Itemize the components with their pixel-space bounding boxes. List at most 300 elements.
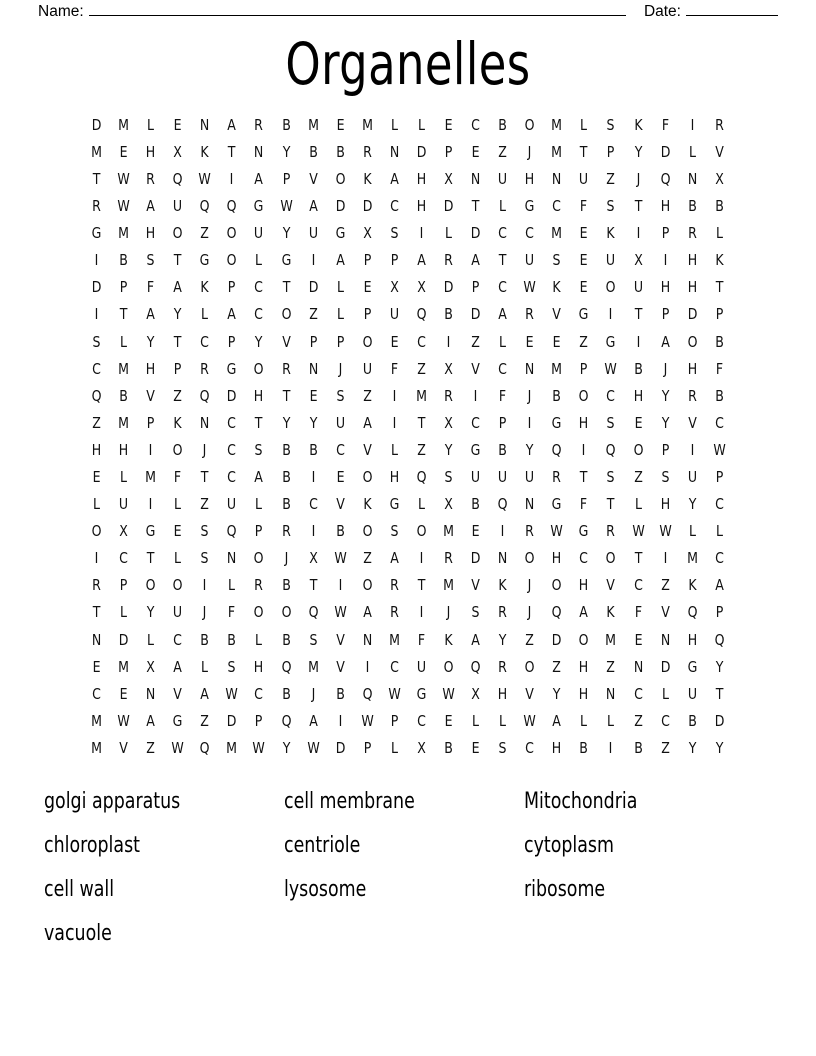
grid-cell[interactable]: K	[715, 251, 724, 270]
grid-cell[interactable]: S	[255, 440, 263, 459]
grid-cell[interactable]: I	[446, 332, 451, 351]
grid-cell[interactable]: C	[498, 359, 508, 378]
grid-cell[interactable]: I	[148, 495, 153, 514]
grid-cell[interactable]: G	[281, 251, 291, 270]
grid-cell[interactable]: L	[715, 522, 723, 541]
grid-cell[interactable]: V	[552, 305, 562, 324]
grid-cell[interactable]: A	[498, 305, 508, 324]
grid-cell[interactable]: I	[663, 251, 668, 270]
grid-cell[interactable]: L	[147, 115, 155, 134]
grid-cell[interactable]: Z	[660, 738, 670, 757]
grid-cell[interactable]: J	[527, 142, 532, 161]
grid-cell[interactable]: Q	[308, 603, 319, 622]
grid-cell[interactable]: T	[201, 468, 209, 487]
grid-cell[interactable]: Y	[661, 413, 670, 432]
grid-cell[interactable]: M	[443, 576, 454, 595]
grid-cell[interactable]: Y	[282, 224, 290, 243]
word-list-item[interactable]: cytoplasm	[524, 833, 614, 858]
grid-cell[interactable]: L	[228, 576, 236, 595]
grid-cell[interactable]: D	[470, 224, 481, 243]
grid-cell[interactable]: F	[174, 468, 182, 487]
grid-cell[interactable]: H	[633, 386, 643, 405]
grid-cell[interactable]: C	[552, 197, 562, 216]
grid-cell[interactable]: B	[308, 142, 318, 161]
grid-cell[interactable]: V	[471, 359, 480, 378]
grid-cell[interactable]: I	[230, 169, 234, 188]
grid-cell[interactable]: L	[688, 142, 696, 161]
grid-cell[interactable]: O	[254, 359, 264, 378]
grid-cell[interactable]: R	[281, 522, 291, 541]
grid-cell[interactable]: B	[633, 738, 643, 757]
grid-cell[interactable]: O	[443, 657, 454, 676]
grid-cell[interactable]: R	[444, 251, 453, 270]
grid-cell[interactable]: I	[419, 224, 424, 243]
grid-cell[interactable]: A	[417, 251, 426, 270]
grid-cell[interactable]: Q	[606, 440, 616, 459]
grid-cell[interactable]: A	[335, 251, 345, 270]
grid-cell[interactable]: E	[579, 278, 588, 297]
grid-cell[interactable]: E	[471, 522, 480, 541]
grid-cell[interactable]: T	[255, 413, 263, 432]
grid-cell[interactable]: Y	[146, 332, 155, 351]
grid-cell[interactable]: L	[120, 468, 128, 487]
grid-cell[interactable]: K	[444, 630, 453, 649]
grid-cell[interactable]: T	[309, 576, 317, 595]
grid-cell[interactable]: M	[443, 522, 454, 541]
grid-cell[interactable]: H	[660, 495, 670, 514]
grid-cell[interactable]: R	[254, 115, 264, 134]
grid-cell[interactable]: I	[636, 224, 640, 243]
grid-cell[interactable]: P	[661, 440, 669, 459]
grid-cell[interactable]: A	[227, 115, 237, 134]
grid-cell[interactable]: G	[579, 305, 589, 324]
grid-cell[interactable]: S	[498, 738, 507, 757]
grid-cell[interactable]: B	[471, 495, 480, 514]
grid-cell[interactable]: Z	[471, 332, 480, 351]
grid-cell[interactable]: X	[444, 169, 453, 188]
grid-cell[interactable]: O	[254, 549, 264, 568]
grid-cell[interactable]: N	[145, 684, 156, 703]
grid-cell[interactable]: U	[633, 278, 643, 297]
grid-cell[interactable]: E	[173, 115, 182, 134]
grid-cell[interactable]: P	[255, 522, 263, 541]
grid-cell[interactable]: S	[471, 603, 480, 622]
grid-cell[interactable]: S	[200, 549, 209, 568]
grid-cell[interactable]: D	[91, 278, 102, 297]
grid-cell[interactable]: X	[119, 522, 128, 541]
grid-cell[interactable]: O	[606, 278, 616, 297]
grid-cell[interactable]: O	[91, 522, 102, 541]
grid-cell[interactable]: Q	[226, 522, 237, 541]
grid-cell[interactable]: L	[580, 115, 588, 134]
grid-cell[interactable]: A	[227, 305, 237, 324]
grid-cell[interactable]: G	[254, 197, 264, 216]
grid-cell[interactable]: W	[713, 440, 726, 459]
grid-cell[interactable]: J	[202, 603, 207, 622]
grid-cell[interactable]: L	[255, 495, 263, 514]
grid-cell[interactable]: B	[281, 495, 291, 514]
grid-cell[interactable]: J	[527, 603, 532, 622]
grid-cell[interactable]: W	[361, 711, 374, 730]
grid-cell[interactable]: V	[471, 576, 480, 595]
grid-cell[interactable]: L	[390, 738, 398, 757]
grid-cell[interactable]: D	[470, 549, 481, 568]
grid-cell[interactable]: M	[551, 359, 563, 378]
grid-cell[interactable]: G	[416, 684, 427, 703]
grid-cell[interactable]: O	[579, 386, 589, 405]
grid-cell[interactable]: A	[173, 278, 183, 297]
grid-cell[interactable]: M	[307, 657, 319, 676]
grid-cell[interactable]: C	[633, 576, 643, 595]
grid-cell[interactable]: G	[389, 495, 400, 514]
grid-cell[interactable]: C	[471, 115, 481, 134]
grid-cell[interactable]: D	[660, 142, 671, 161]
grid-cell[interactable]: W	[523, 711, 536, 730]
grid-cell[interactable]: C	[119, 549, 128, 568]
word-list-item[interactable]: cell membrane	[284, 789, 415, 814]
grid-cell[interactable]: E	[579, 224, 588, 243]
grid-cell[interactable]: I	[663, 549, 668, 568]
grid-cell[interactable]: C	[200, 332, 210, 351]
grid-cell[interactable]: H	[687, 251, 697, 270]
grid-cell[interactable]: G	[551, 495, 562, 514]
grid-cell[interactable]: L	[417, 115, 425, 134]
grid-cell[interactable]: V	[308, 169, 318, 188]
grid-cell[interactable]: K	[173, 413, 182, 432]
grid-cell[interactable]: I	[690, 115, 695, 134]
grid-cell[interactable]: C	[254, 278, 264, 297]
grid-cell[interactable]: B	[687, 197, 697, 216]
grid-cell[interactable]: U	[254, 224, 264, 243]
word-list-item[interactable]: ribosome	[524, 877, 606, 902]
grid-cell[interactable]: S	[552, 251, 561, 270]
grid-cell[interactable]: H	[552, 549, 562, 568]
grid-cell[interactable]: K	[498, 576, 507, 595]
grid-cell[interactable]: T	[715, 684, 724, 703]
grid-cell[interactable]: L	[93, 495, 101, 514]
grid-cell[interactable]: B	[498, 440, 508, 459]
grid-cell[interactable]: E	[92, 468, 101, 487]
grid-cell[interactable]: Z	[200, 224, 210, 243]
grid-cell[interactable]: M	[361, 115, 373, 134]
grid-cell[interactable]: U	[308, 224, 318, 243]
grid-cell[interactable]: F	[228, 603, 236, 622]
date-write-in-line[interactable]	[686, 2, 778, 16]
grid-cell[interactable]: O	[362, 522, 373, 541]
grid-cell[interactable]: O	[254, 603, 264, 622]
grid-cell[interactable]: D	[308, 278, 318, 297]
grid-cell[interactable]: H	[389, 468, 400, 487]
grid-cell[interactable]: B	[715, 332, 724, 351]
grid-cell[interactable]: A	[660, 332, 670, 351]
grid-cell[interactable]: D	[335, 738, 346, 757]
grid-cell[interactable]: I	[609, 305, 613, 324]
grid-cell[interactable]: H	[687, 359, 697, 378]
grid-cell[interactable]: N	[362, 630, 373, 649]
grid-cell[interactable]: H	[497, 684, 508, 703]
grid-cell[interactable]: P	[228, 278, 236, 297]
grid-cell[interactable]: I	[365, 657, 370, 676]
grid-cell[interactable]: J	[527, 386, 532, 405]
grid-cell[interactable]: Z	[525, 630, 535, 649]
grid-cell[interactable]: Q	[91, 386, 102, 405]
grid-cell[interactable]: U	[579, 169, 589, 188]
grid-cell[interactable]: O	[226, 224, 237, 243]
grid-cell[interactable]: V	[173, 684, 183, 703]
grid-cell[interactable]: R	[525, 305, 535, 324]
grid-cell[interactable]: A	[715, 576, 724, 595]
grid-cell[interactable]: R	[92, 197, 101, 216]
grid-cell[interactable]: B	[552, 386, 562, 405]
grid-cell[interactable]: B	[281, 440, 291, 459]
grid-cell[interactable]: T	[417, 576, 426, 595]
grid-cell[interactable]: O	[579, 630, 589, 649]
grid-cell[interactable]: B	[227, 630, 237, 649]
grid-cell[interactable]: Z	[173, 386, 183, 405]
grid-cell[interactable]: P	[228, 332, 236, 351]
grid-cell[interactable]: A	[308, 711, 318, 730]
grid-cell[interactable]: T	[607, 495, 615, 514]
grid-cell[interactable]: M	[551, 115, 563, 134]
grid-cell[interactable]: C	[498, 278, 508, 297]
grid-cell[interactable]: Y	[255, 332, 263, 351]
grid-cell[interactable]: L	[499, 197, 507, 216]
grid-cell[interactable]: S	[227, 657, 236, 676]
grid-cell[interactable]: C	[525, 224, 535, 243]
grid-cell[interactable]: W	[658, 522, 672, 541]
grid-cell[interactable]: G	[579, 522, 589, 541]
grid-cell[interactable]: Y	[282, 142, 290, 161]
grid-cell[interactable]: H	[416, 197, 427, 216]
grid-cell[interactable]: W	[523, 278, 536, 297]
grid-cell[interactable]: P	[471, 278, 480, 297]
grid-cell[interactable]: D	[118, 630, 129, 649]
grid-cell[interactable]: D	[416, 142, 427, 161]
grid-cell[interactable]: V	[335, 657, 345, 676]
grid-cell[interactable]: A	[146, 305, 155, 324]
grid-cell[interactable]: B	[444, 305, 453, 324]
grid-cell[interactable]: L	[607, 711, 615, 730]
grid-cell[interactable]: S	[92, 332, 101, 351]
grid-cell[interactable]: A	[308, 197, 318, 216]
grid-cell[interactable]: C	[579, 549, 589, 568]
grid-cell[interactable]: Z	[579, 332, 589, 351]
grid-cell[interactable]: Z	[633, 468, 643, 487]
grid-cell[interactable]: Z	[660, 576, 670, 595]
grid-cell[interactable]: I	[419, 549, 424, 568]
grid-cell[interactable]: W	[117, 197, 130, 216]
grid-cell[interactable]: T	[282, 278, 290, 297]
grid-cell[interactable]: T	[498, 251, 507, 270]
grid-cell[interactable]: Y	[688, 495, 697, 514]
grid-cell[interactable]: M	[605, 630, 617, 649]
grid-cell[interactable]: C	[714, 495, 724, 514]
grid-cell[interactable]: O	[145, 576, 156, 595]
grid-cell[interactable]: Y	[715, 738, 724, 757]
grid-cell[interactable]: V	[660, 603, 670, 622]
grid-cell[interactable]: N	[200, 413, 210, 432]
grid-cell[interactable]: V	[281, 332, 291, 351]
grid-cell[interactable]: Z	[606, 169, 616, 188]
grid-cell[interactable]: S	[607, 468, 616, 487]
grid-cell[interactable]: H	[579, 657, 589, 676]
grid-cell[interactable]: P	[498, 413, 507, 432]
grid-cell[interactable]: Z	[363, 386, 372, 405]
grid-cell[interactable]: C	[417, 332, 426, 351]
grid-cell[interactable]: M	[91, 142, 102, 161]
grid-cell[interactable]: T	[471, 197, 480, 216]
grid-cell[interactable]: E	[390, 332, 399, 351]
word-list-item[interactable]: vacuole	[44, 921, 112, 946]
grid-cell[interactable]: X	[390, 278, 399, 297]
grid-cell[interactable]: Q	[199, 197, 210, 216]
grid-cell[interactable]: K	[200, 142, 209, 161]
grid-cell[interactable]: R	[390, 576, 399, 595]
grid-cell[interactable]: G	[606, 332, 616, 351]
grid-cell[interactable]: V	[146, 386, 155, 405]
grid-cell[interactable]: D	[660, 657, 671, 676]
grid-cell[interactable]: C	[498, 224, 508, 243]
grid-cell[interactable]: S	[309, 630, 318, 649]
grid-cell[interactable]: F	[499, 386, 507, 405]
grid-cell[interactable]: U	[362, 359, 372, 378]
grid-cell[interactable]: B	[281, 576, 291, 595]
grid-cell[interactable]: D	[714, 711, 725, 730]
grid-cell[interactable]: H	[416, 169, 427, 188]
grid-cell[interactable]: K	[633, 115, 643, 134]
grid-cell[interactable]: O	[362, 468, 373, 487]
grid-cell[interactable]: B	[335, 142, 345, 161]
grid-cell[interactable]: U	[173, 603, 183, 622]
grid-cell[interactable]: X	[633, 251, 643, 270]
grid-cell[interactable]: X	[444, 413, 453, 432]
grid-cell[interactable]: Z	[363, 549, 372, 568]
grid-cell[interactable]: R	[687, 386, 697, 405]
grid-cell[interactable]: Q	[281, 657, 292, 676]
grid-cell[interactable]: M	[388, 630, 400, 649]
grid-cell[interactable]: L	[336, 278, 344, 297]
grid-cell[interactable]: A	[200, 684, 210, 703]
grid-cell[interactable]: C	[254, 305, 264, 324]
grid-cell[interactable]: P	[715, 468, 724, 487]
grid-cell[interactable]: P	[363, 738, 372, 757]
grid-cell[interactable]: W	[604, 359, 618, 378]
grid-cell[interactable]: A	[552, 711, 562, 730]
grid-cell[interactable]: S	[200, 522, 209, 541]
grid-cell[interactable]: X	[471, 684, 480, 703]
grid-cell[interactable]: A	[254, 169, 264, 188]
grid-cell[interactable]: E	[444, 711, 453, 730]
grid-cell[interactable]: W	[388, 684, 401, 703]
grid-cell[interactable]: Y	[634, 142, 642, 161]
grid-cell[interactable]: U	[525, 251, 535, 270]
grid-cell[interactable]: L	[174, 495, 182, 514]
grid-cell[interactable]: X	[417, 738, 426, 757]
grid-cell[interactable]: I	[94, 549, 99, 568]
grid-cell[interactable]: L	[499, 711, 507, 730]
grid-cell[interactable]: V	[335, 630, 345, 649]
grid-cell[interactable]: G	[551, 413, 562, 432]
grid-cell[interactable]: M	[307, 115, 319, 134]
grid-cell[interactable]: N	[525, 495, 535, 514]
grid-cell[interactable]: E	[336, 115, 345, 134]
grid-cell[interactable]: R	[525, 522, 535, 541]
grid-cell[interactable]: A	[146, 711, 155, 730]
grid-cell[interactable]: I	[609, 738, 613, 757]
grid-cell[interactable]: C	[417, 711, 426, 730]
grid-cell[interactable]: L	[472, 711, 480, 730]
grid-cell[interactable]: C	[173, 630, 183, 649]
grid-cell[interactable]: Z	[417, 440, 426, 459]
grid-cell[interactable]: W	[279, 197, 293, 216]
grid-cell[interactable]: R	[444, 549, 453, 568]
grid-cell[interactable]: T	[92, 603, 101, 622]
grid-cell[interactable]: I	[311, 468, 316, 487]
grid-cell[interactable]: E	[363, 278, 372, 297]
grid-cell[interactable]: Z	[308, 305, 318, 324]
grid-cell[interactable]: Z	[552, 657, 562, 676]
grid-cell[interactable]: L	[120, 332, 128, 351]
grid-cell[interactable]: Y	[525, 440, 534, 459]
name-write-in-line[interactable]	[89, 2, 626, 16]
grid-cell[interactable]: T	[580, 468, 588, 487]
grid-cell[interactable]: R	[200, 359, 210, 378]
grid-cell[interactable]: O	[524, 549, 535, 568]
grid-cell[interactable]: K	[552, 278, 561, 297]
grid-cell[interactable]: R	[552, 468, 562, 487]
grid-cell[interactable]: S	[661, 468, 670, 487]
grid-cell[interactable]: S	[607, 197, 616, 216]
grid-cell[interactable]: H	[525, 169, 535, 188]
grid-cell[interactable]: P	[715, 603, 724, 622]
grid-cell[interactable]: Z	[200, 495, 210, 514]
word-list-item[interactable]: centriole	[284, 833, 361, 858]
grid-cell[interactable]: G	[470, 440, 481, 459]
grid-cell[interactable]: P	[363, 305, 372, 324]
grid-cell[interactable]: X	[308, 549, 318, 568]
grid-cell[interactable]: V	[606, 576, 616, 595]
grid-cell[interactable]: R	[498, 657, 508, 676]
grid-cell[interactable]: C	[92, 684, 101, 703]
grid-cell[interactable]: N	[227, 549, 237, 568]
grid-cell[interactable]: H	[687, 278, 697, 297]
grid-cell[interactable]: B	[633, 359, 643, 378]
grid-cell[interactable]: X	[417, 278, 426, 297]
grid-cell[interactable]: W	[631, 522, 645, 541]
grid-cell[interactable]: R	[254, 576, 264, 595]
grid-cell[interactable]: L	[499, 332, 507, 351]
grid-cell[interactable]: S	[336, 386, 345, 405]
grid-cell[interactable]: E	[471, 738, 480, 757]
grid-cell[interactable]: W	[550, 522, 564, 541]
grid-cell[interactable]: I	[338, 576, 343, 595]
grid-cell[interactable]: P	[715, 305, 724, 324]
grid-cell[interactable]: D	[227, 711, 237, 730]
grid-cell[interactable]: T	[119, 305, 128, 324]
grid-cell[interactable]: M	[118, 224, 130, 243]
grid-cell[interactable]: Q	[714, 630, 725, 649]
grid-cell[interactable]: W	[334, 603, 347, 622]
grid-cell[interactable]: M	[118, 359, 130, 378]
grid-cell[interactable]: B	[281, 115, 291, 134]
grid-cell[interactable]: A	[579, 603, 589, 622]
word-search-grid[interactable]	[83, 112, 733, 762]
grid-cell[interactable]: O	[281, 305, 292, 324]
grid-cell[interactable]: O	[551, 576, 562, 595]
grid-cell[interactable]: L	[580, 711, 588, 730]
grid-cell[interactable]: B	[281, 684, 291, 703]
grid-cell[interactable]: W	[306, 738, 320, 757]
